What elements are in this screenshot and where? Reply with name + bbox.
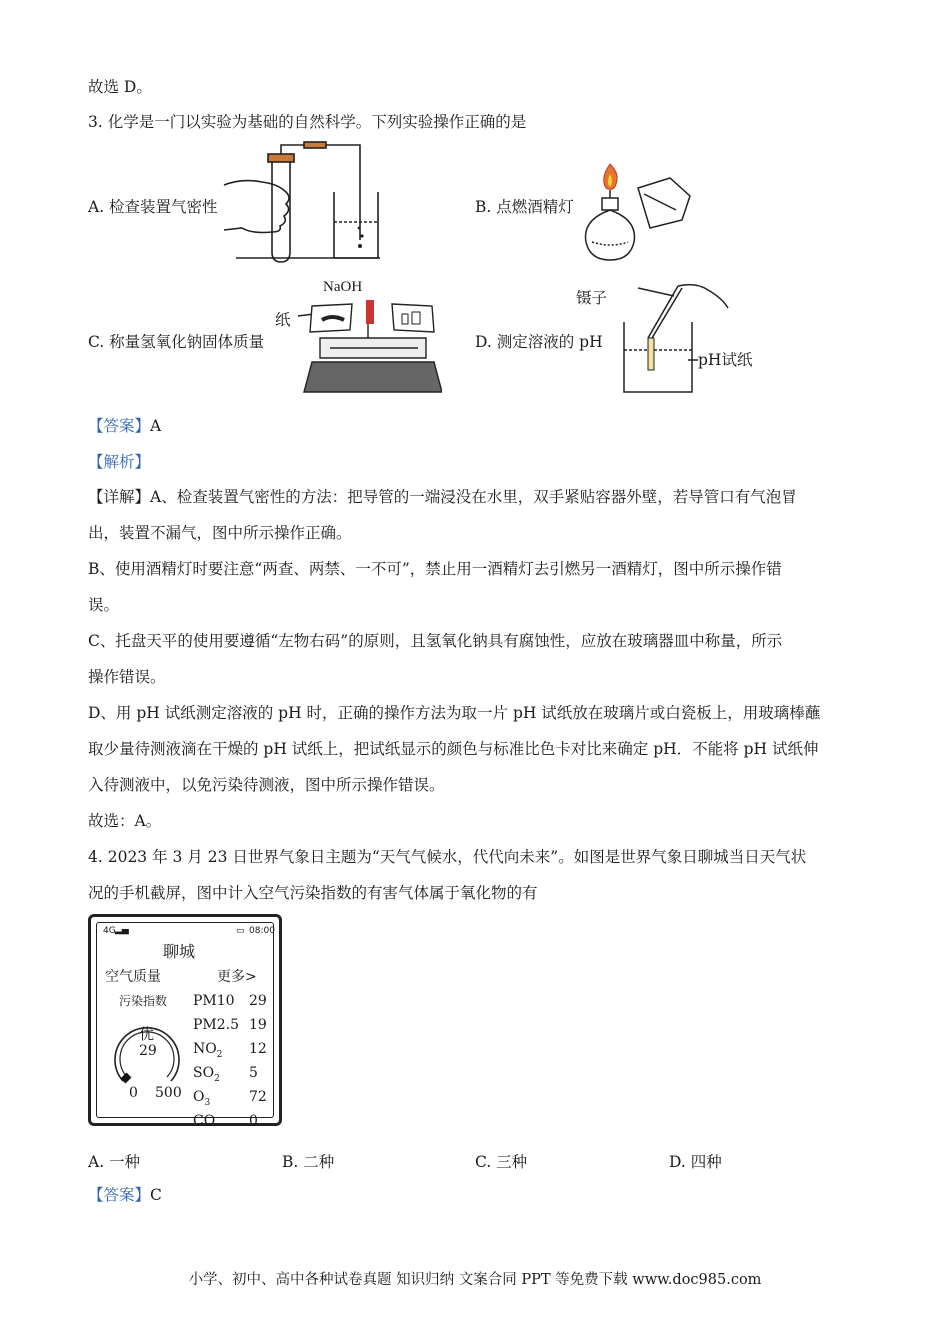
gauge-value: 29	[139, 1043, 157, 1059]
detail-b-line-2: 误。	[88, 596, 120, 614]
phone-screen	[96, 922, 275, 1129]
pollutant-value: 29	[249, 993, 267, 1009]
pollutant-name: $O_3$	[193, 1089, 211, 1108]
detail-d-line-2: 取少量待测液滴在干燥的 pH 试纸上，把试纸显示的颜色与标准比色卡对比来确定 pH．不能将 pH 试纸伸	[88, 740, 819, 758]
answer-tag: 【答案】	[88, 1186, 151, 1204]
q3-option-d-label: D. 测定溶液的 pH	[475, 333, 603, 351]
detail-a-line-1: 【详解】A、检查装置气密性的方法：把导管的一端浸没在水里，双手紧贴容器外壁，若导管口有气泡冒	[88, 488, 797, 506]
city-name: 聊城	[163, 942, 196, 961]
q3-option-a-label: A. 检查装置气密性	[88, 198, 218, 216]
ph-paper-label: pH试纸	[698, 351, 753, 369]
signal-icon: ▂▄	[115, 925, 129, 935]
phone-screenshot-figure	[88, 914, 282, 1129]
answer-value: A	[150, 417, 162, 435]
question-3-stem: 3. 化学是一门以实验为基础的自然科学。下列实验操作正确的是	[88, 113, 527, 131]
question-4-stem-2: 况的手机截屏，图中计入空气污染指数的有害气体属于氧化物的有	[88, 884, 538, 902]
balance-figure	[292, 298, 442, 394]
detail-c-line-2: 操作错误。	[88, 668, 166, 686]
q4-choice-a: A. 一种	[88, 1153, 141, 1171]
pollutant-subscript: 2	[216, 1049, 223, 1060]
pollutant-name: PM10	[193, 993, 235, 1009]
air-quality-label: 空气质量	[105, 969, 161, 985]
q4-choice-b: B. 二种	[282, 1153, 335, 1171]
pollutant-value: 5	[249, 1065, 258, 1081]
q3-answer-line	[88, 415, 161, 437]
ph-test-figure	[618, 278, 730, 396]
battery-icon: ▭	[236, 926, 245, 936]
pollutant-value: 72	[249, 1089, 267, 1105]
pollutant-name: CO	[193, 1113, 216, 1129]
airtightness-check-figure	[222, 140, 382, 265]
gauge-level: 优	[139, 1025, 155, 1043]
q4-answer-line	[88, 1184, 162, 1206]
pollutant-value: 0	[249, 1113, 258, 1129]
detail-b-line-1: B、使用酒精灯时要注意“两查、两禁、一不可”，禁止用一酒精灯去引燃另一酒精灯，图中所示操作错	[88, 560, 782, 578]
gauge-min: 0	[129, 1085, 138, 1101]
detail-a-line-2: 出，装置不漏气，图中所示操作正确。	[88, 524, 352, 542]
q3-option-c-label: C. 称量氢氧化钠固体质量	[88, 333, 265, 351]
pollutant-subscript: 3	[204, 1097, 211, 1108]
page-footer: 小学、初中、高中各种试卷真题 知识归纳 文案合同 PPT 等免费下载 www.doc985.com	[188, 1272, 762, 1288]
conclusion-line: 故选：A。	[88, 812, 162, 830]
question-4-stem-1: 4. 2023 年 3 月 23 日世界气象日主题为“天气气候水，代代向未来”。如图是世界气象日聊城当日天气状	[88, 848, 807, 866]
q3-option-b-label: B. 点燃酒精灯	[475, 198, 574, 216]
alcohol-lamp-figure	[578, 150, 698, 265]
pollutant-name: $NO_2$	[193, 1041, 223, 1060]
answer-value: C	[150, 1186, 162, 1204]
gauge-max: 500	[155, 1085, 182, 1101]
clock: 08:00	[249, 926, 275, 936]
pollutant-name: PM2.5	[193, 1017, 240, 1033]
detail-d-line-1: D、用 pH 试纸测定溶液的 pH 时，正确的操作方法为取一片 pH 试纸放在玻璃片或白瓷板上，用玻璃棒蘸	[88, 704, 821, 722]
pollution-index-label: 污染指数	[119, 994, 168, 1008]
pollutant-subscript: 2	[214, 1073, 220, 1084]
prev-answer-line: 故选 D。	[88, 78, 152, 96]
detail-c-line-1: C、托盘天平的使用要遵循“左物右码”的原则，且氢氧化钠具有腐蚀性，应放在玻璃器皿中称量，所示	[88, 632, 783, 650]
pollutant-value: 12	[249, 1041, 267, 1057]
answer-tag: 【答案】	[88, 417, 151, 435]
naoh-label: NaOH	[323, 279, 363, 295]
detail-d-line-3: 入待测液中，以免污染待测液，图中所示操作错误。	[88, 776, 445, 794]
analysis-tag: 【解析】	[88, 453, 151, 471]
pollutant-value: 19	[249, 1017, 267, 1033]
signal-indicator: 4G	[103, 926, 116, 936]
paper-label: 纸	[275, 311, 291, 329]
more-link[interactable]: 更多>	[217, 969, 257, 985]
q4-choice-c: C. 三种	[475, 1153, 528, 1171]
q4-choice-d: D. 四种	[669, 1153, 722, 1171]
tweezers-label: 镊子	[576, 289, 608, 307]
pollutant-name: $SO_2$	[193, 1065, 220, 1084]
